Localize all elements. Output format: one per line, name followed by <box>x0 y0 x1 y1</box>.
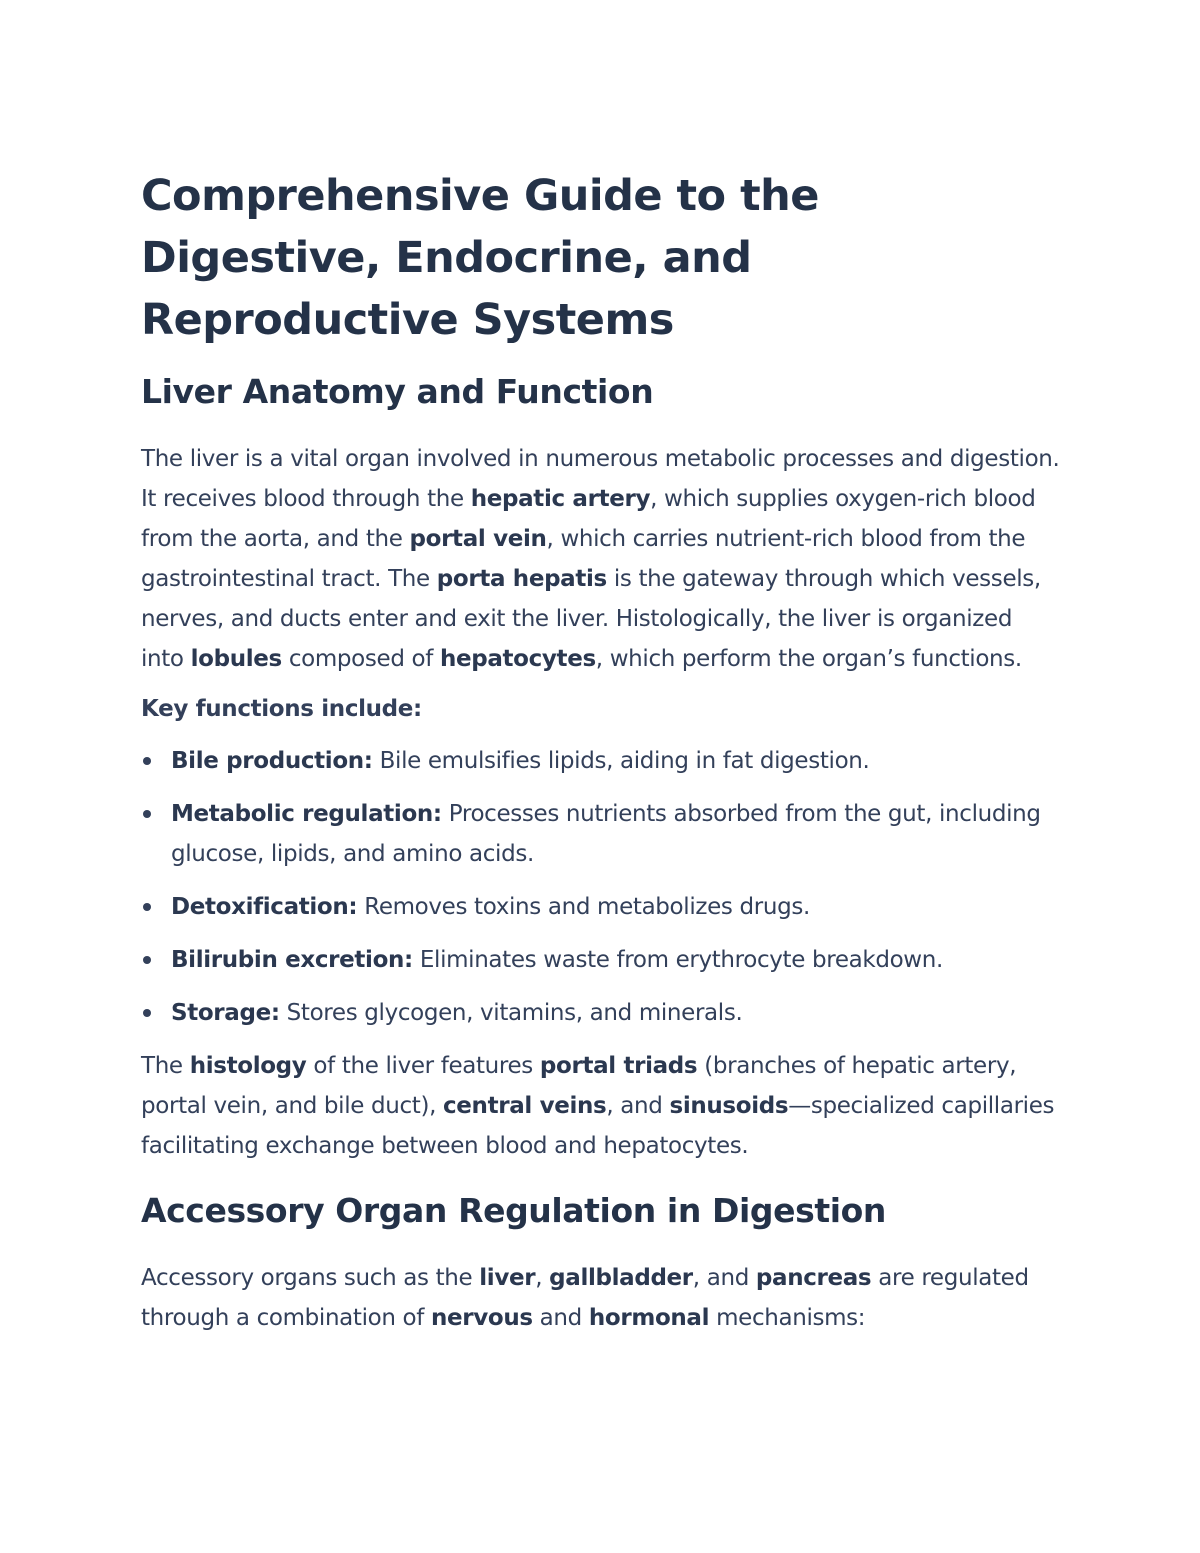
term-central-veins: central veins <box>443 1093 607 1119</box>
list-item-desc: Eliminates waste from erythrocyte breakdown. <box>412 947 943 973</box>
text-run: , <box>535 1265 550 1291</box>
term-portal-vein: portal vein <box>409 526 547 552</box>
document-content <box>141 165 1061 1338</box>
text-run: —specialized capillaries facilitating exchange between blood and hepatocytes. <box>141 1093 1055 1159</box>
text-run: The liver is a vital organ involved in numerous metabolic processes and digestion. It receives blood through the <box>141 446 1060 512</box>
section-heading-liver: Liver Anatomy and Function <box>141 372 654 411</box>
term-hepatic-artery: hepatic artery <box>470 486 651 512</box>
term-nervous: nervous <box>430 1305 533 1331</box>
bullet-icon <box>143 1009 151 1017</box>
list-item-term: Bilirubin excretion: <box>171 947 413 973</box>
term-hepatocytes: hepatocytes <box>439 646 596 672</box>
list-item <box>141 794 1061 874</box>
term-pancreas: pancreas <box>755 1265 872 1291</box>
text-run: , and <box>606 1093 670 1119</box>
list-item <box>141 993 1061 1033</box>
term-porta-hepatis: porta hepatis <box>436 566 607 592</box>
text-run: is the gateway through which vessels, nerves, and ducts enter and exit the liver. Histologically, the liver is organized into <box>141 566 1041 672</box>
histology-paragraph <box>141 1046 1061 1166</box>
page-title: Comprehensive Guide to the Digestive, Endocrine, and Reproductive Systems <box>141 171 819 345</box>
term-lobules: lobules <box>190 646 282 672</box>
text-run: Accessory organs such as the <box>141 1265 480 1291</box>
section-heading-accessory: Accessory Organ Regulation in Digestion <box>141 1191 886 1230</box>
term-gallbladder: gallbladder <box>549 1265 693 1291</box>
list-item-desc: Processes nutrients absorbed from the gut, including glucose, lipids, and amino acids. <box>171 801 1041 867</box>
term-sinusoids: sinusoids <box>669 1093 789 1119</box>
term-histology: histology <box>189 1053 307 1079</box>
liver-intro-paragraph <box>141 439 1061 679</box>
text-run: , which perform the organ’s functions. <box>595 646 1022 672</box>
text-run: (branches of hepatic artery, portal vein, and bile duct), <box>141 1053 1017 1119</box>
term-liver: liver <box>479 1265 536 1291</box>
accessory-intro-paragraph <box>141 1258 1061 1338</box>
list-item-term: Metabolic regulation: <box>171 801 442 827</box>
text-run: , which carries nutrient-rich blood from the gastrointestinal tract. The <box>141 526 1026 592</box>
list-item-desc: Removes toxins and metabolizes drugs. <box>357 894 810 920</box>
list-item <box>141 887 1061 927</box>
list-item-term: Bile production: <box>171 748 373 774</box>
term-hormonal: hormonal <box>588 1305 710 1331</box>
list-item-desc: Stores glycogen, vitamins, and minerals. <box>279 1000 743 1026</box>
liver-functions-list <box>141 741 1061 1033</box>
text-run: mechanisms: <box>709 1305 866 1331</box>
list-item-term: Detoxification: <box>171 894 358 920</box>
bullet-icon <box>143 757 151 765</box>
bullet-icon <box>143 810 151 818</box>
text-run: , which supplies oxygen-rich blood from the aorta, and the <box>141 486 1036 552</box>
list-item <box>141 940 1061 980</box>
key-functions-label: Key functions include: <box>141 696 422 722</box>
list-item-desc: Bile emulsifies lipids, aiding in fat digestion. <box>372 748 870 774</box>
bullet-icon <box>143 903 151 911</box>
text-run: of the liver features <box>306 1053 540 1079</box>
text-run: are regulated through a combination of <box>141 1265 1029 1331</box>
text-run: , and <box>692 1265 756 1291</box>
text-run: and <box>532 1305 589 1331</box>
term-portal-triads: portal triads <box>539 1053 698 1079</box>
text-run: composed of <box>281 646 440 672</box>
list-item <box>141 741 1061 781</box>
text-run: The <box>141 1053 190 1079</box>
list-item-term: Storage: <box>171 1000 280 1026</box>
bullet-icon <box>143 956 151 964</box>
